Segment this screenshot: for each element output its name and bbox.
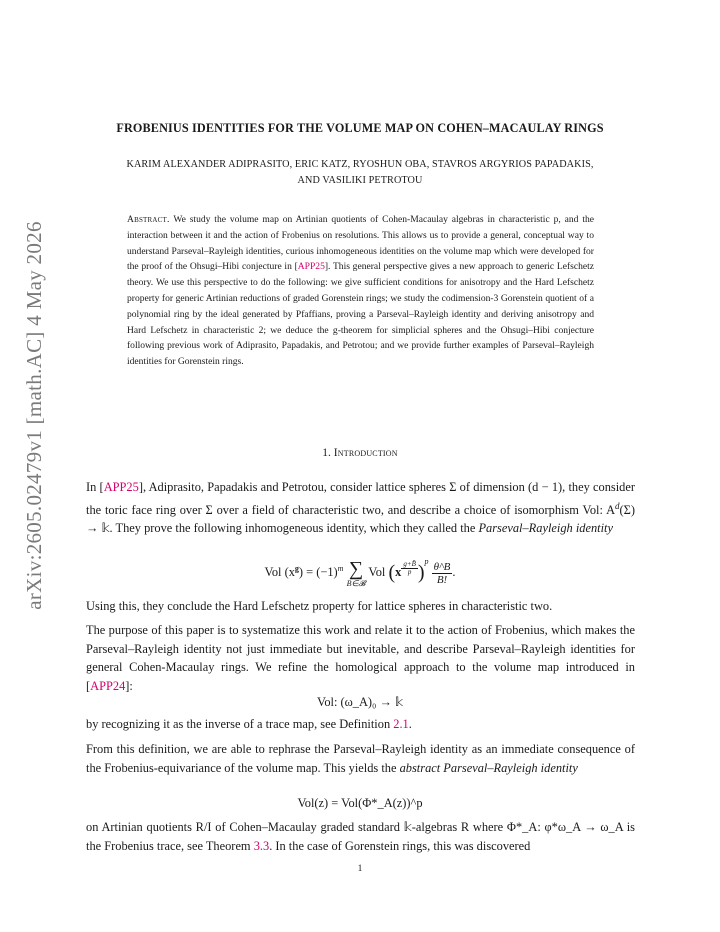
abstract: Abstract. We study the volume map on Artinian quotients of Cohen-Macaulay algebras in characteristic p, and the interaction between it and the action of Frobenius on resolutions. This allows us to provide a general, conceptual way to understand Parseval–Rayleigh identities, curious inhomogeneous identities on the volume map which were developed for the proof of the Ohsugi–Hibi conjecture in [APP25]. This general perspective gives a new approach to generic Lefschetz theory. We use this perspective to do the following: we give sufficient conditions for anisotropy and the Hard Lefschetz property for generic Artinian reductions of graded Gorenstein rings; we study the codimension-3 Gorenstein quotient of a polynomial ring by the ideal generated by Pfaffians, proving a Parseval–Rayleigh identity and deriving anisotropy and Hard Lefschetz in characteristic 2; we deduce the g-theorem for simplicial spheres and the Ohsugi–Hibi conjecture following previous work of Adiprasito, Papadakis, and Petrotou; and we provide further examples of Parseval–Rayleigh identities for Gorenstein rings. [127,214,594,368]
citation-link[interactable]: APP25 [103,480,139,494]
arxiv-identifier-text: arXiv:2605.02479v1 [math.AC] 4 May 2026 [21,220,46,610]
paper-title: FROBENIUS IDENTITIES FOR THE VOLUME MAP ON COHEN–MACAULAY RINGS [116,121,604,135]
section-title: Introduction [333,447,398,459]
author-line-1: KARIM ALEXANDER ADIPRASITO, ERIC KATZ, RYOSHUN OBA, STAVROS ARGYRIOS PAPADAKIS, [126,159,594,170]
paragraph-4: by recognizing it as the inverse of a trace map, see Definition 2.1. [86,717,412,731]
author-list [100,157,620,189]
paragraph-3: The purpose of this paper is to systematize this work and relate it to the action of Frobenius, which makes the Parseval–Rayleigh identity not just immediate but inevitable, and describe Parseval–Rayleigh identities for general Cohen-Macaulay rings. We refine the homological approach to the volume map introduced in [APP24]: [86,623,635,693]
abstract-text-1: We study the volume map on Artinian quotients of Cohen-Macaulay algebras in characteristic p, and the interaction between it and the action of Frobenius on resolutions. This allows us to provide a general, conceptual way to understand Parseval–Rayleigh identities, curious inhomogeneous identities on the volume map which were developed for the proof of the Ohsugi–Hibi conjecture in [127,214,594,273]
emphasis-abstract-identity: abstract Parseval–Rayleigh identity [399,760,578,775]
citation-link[interactable]: APP24 [90,678,126,693]
paragraph-6: on Artinian quotients R/I of Cohen–Macaulay graded standard 𝕜-algebras R where Φ*_A: φ*ω_A → ω_A is the Frobenius trace, see Theorem 3.3. In the case of Gorenstein rings, this was discovered [86,820,635,853]
paragraph-2: Using this, they conclude the Hard Lefschetz property for lattice spheres in characteristic two. [86,599,553,613]
paragraph-1: In [APP25], Adiprasito, Papadakis and Petrotou, consider lattice spheres Σ of dimension (d − 1), they consider the toric face ring over Σ over a field of characteristic two, and describe a choice of isomorphism Vol: $A^d(\Sigma)$ → 𝕜. They prove the following inhomogeneous identity, which they called the Parseval–Rayleigh identity [86,480,636,536]
emphasis-parseval-rayleigh: Parseval–Rayleigh identity [478,521,613,536]
section-number: 1. [322,447,331,459]
citation-link[interactable]: APP25 [297,261,325,273]
equation-volume-map: Vol: (ω_A)₀ → 𝕜 [316,695,404,709]
definition-link[interactable]: 2.1 [393,717,409,731]
section-heading [0,447,720,459]
paragraph-5: From this definition, we are able to rephrase the Parseval–Rayleigh identity as an immediate consequence of the Frobenius-equivariance of the volume map. This yields the abstract Parseval–Rayleigh identity [86,742,635,775]
summation-symbol: ∑ B∈𝓑 [346,557,366,588]
abstract-label: Abstract. [127,214,170,225]
equation-parseval-rayleigh: Vol $(x^g) = (-1)^m$ ∑ B∈𝓑 Vol (x $^{\frac{g+B̄}{p}}$ )$^p$ $\frac{\theta\^{}B}{B!}$ . [264,557,456,588]
abstract-text-2: . This general perspective gives a new approach to generic Lefschetz theory. We use this perspective to do the following: we give sufficient conditions for anisotropy and the Hard Lefschetz property for generic Artinian reductions of graded Gorenstein rings; we study the codimension-3 Gorenstein quotient of a polynomial ring by the ideal generated by Pfaffians, proving a Parseval–Rayleigh identity and deriving anisotropy and Hard Lefschetz in characteristic 2; we deduce the g-theorem for simplicial spheres and the Ohsugi–Hibi conjecture following previous work of Adiprasito, Papadakis, and Petrotou; and we provide further examples of Parseval–Rayleigh identities for Gorenstein rings. [127,261,594,368]
equation-abstract-identity: Vol(z) = Vol(Φ*_A(z))^p [297,796,423,810]
theorem-link[interactable]: 3.3 [253,838,270,853]
page-number: 1 [357,864,363,874]
author-line-2: AND VASILIKI PETROTOU [297,175,423,186]
